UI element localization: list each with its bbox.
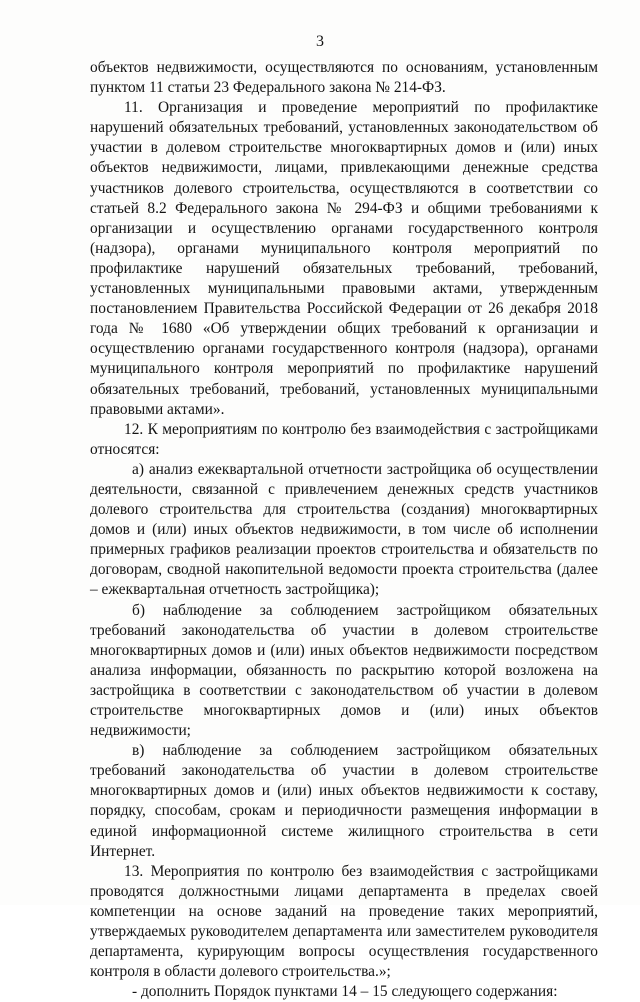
- paragraph-continuation: объектов недвижимости, осуществляются по основаниям, установленным пунктом 11 статьи 23 Федерального закона № 214-ФЗ.: [90, 59, 598, 97]
- document-body: [90, 58, 598, 1002]
- paragraph-item-12: 12. К мероприятиям по контролю без взаимодействия с застройщиками относятся:: [90, 420, 598, 458]
- paragraph-amendment: - дополнить Порядок пунктами 14 – 15 следующего содержания:: [132, 983, 558, 1001]
- subparagraph-v: в) наблюдение за соблюдением застройщиком обязательных требований законодательства об участии в долевом строительстве многоквартирных домов и (или) иных объектов недвижимости к составу, порядку, способам, срокам и периодичности размещения информации в единой информационной системе жилищного строительства в сети Интернет.: [90, 742, 598, 860]
- subparagraph-b: б) наблюдение за соблюдением застройщиком обязательных требований законодательства об участии в долевом строительстве многоквартирных домов и (или) иных объектов недвижимости посредством анализа информации, обязанность по раскрытию которой возложена на застройщика в соответствии с законодательством об участии в долевом строительстве многоквартирных домов и (или) иных объектов недвижимости;: [90, 601, 598, 740]
- subparagraph-a: а) анализ ежеквартальной отчетности застройщика об осуществлении деятельности, связанной с привлечением денежных средств участников долевого строительства для строительства (создания) многоквартирных домов и (или) иных объектов недвижимости, в том числе об исполнении примерных графиков реализации проектов строительства и обязательств по договорам, сводной накопительной ведомости проекта строительства (далее – ежеквартальная отчетность застройщика);: [90, 460, 598, 599]
- paragraph-item-11: 11. Организация и проведение мероприятий по профилактике нарушений обязательных требований, установленных законодательством об участии в долевом строительстве многоквартирных домов и (или) иных объектов недвижимости, лицами, привлекающими денежные средства участников долевого строительства, осуществляются в соответствии со статьей 8.2 Федерального закона № 294-ФЗ и общими требованиями к организации и осуществлению органами государственного контроля (надзора), органами муниципального контроля мероприятий по профилактике нарушений обязательных требований, требований, установленных муниципальными правовыми актами, утвержденным постановлением Правительства Российской Федерации от 26 декабря 2018 года № 1680 «Об утверждении общих требований к организации и осуществлению органами государственного контроля (надзора), органами муниципального контроля мероприятий по профилактике нарушений обязательных требований, требований, установленных муниципальными правовыми актами».: [90, 99, 598, 418]
- page-number: 3: [316, 33, 324, 50]
- paragraph-item-13: 13. Мероприятия по контролю без взаимодействия с застройщиками проводятся должностными лицами департамента в пределах своей компетенции на основе заданий на проведение таких мероприятий, утверждаемых руководителем департамента или заместителем руководителя департамента, курирующим вопросы осуществления государственного контроля в области долевого строительства.»;: [90, 862, 598, 981]
